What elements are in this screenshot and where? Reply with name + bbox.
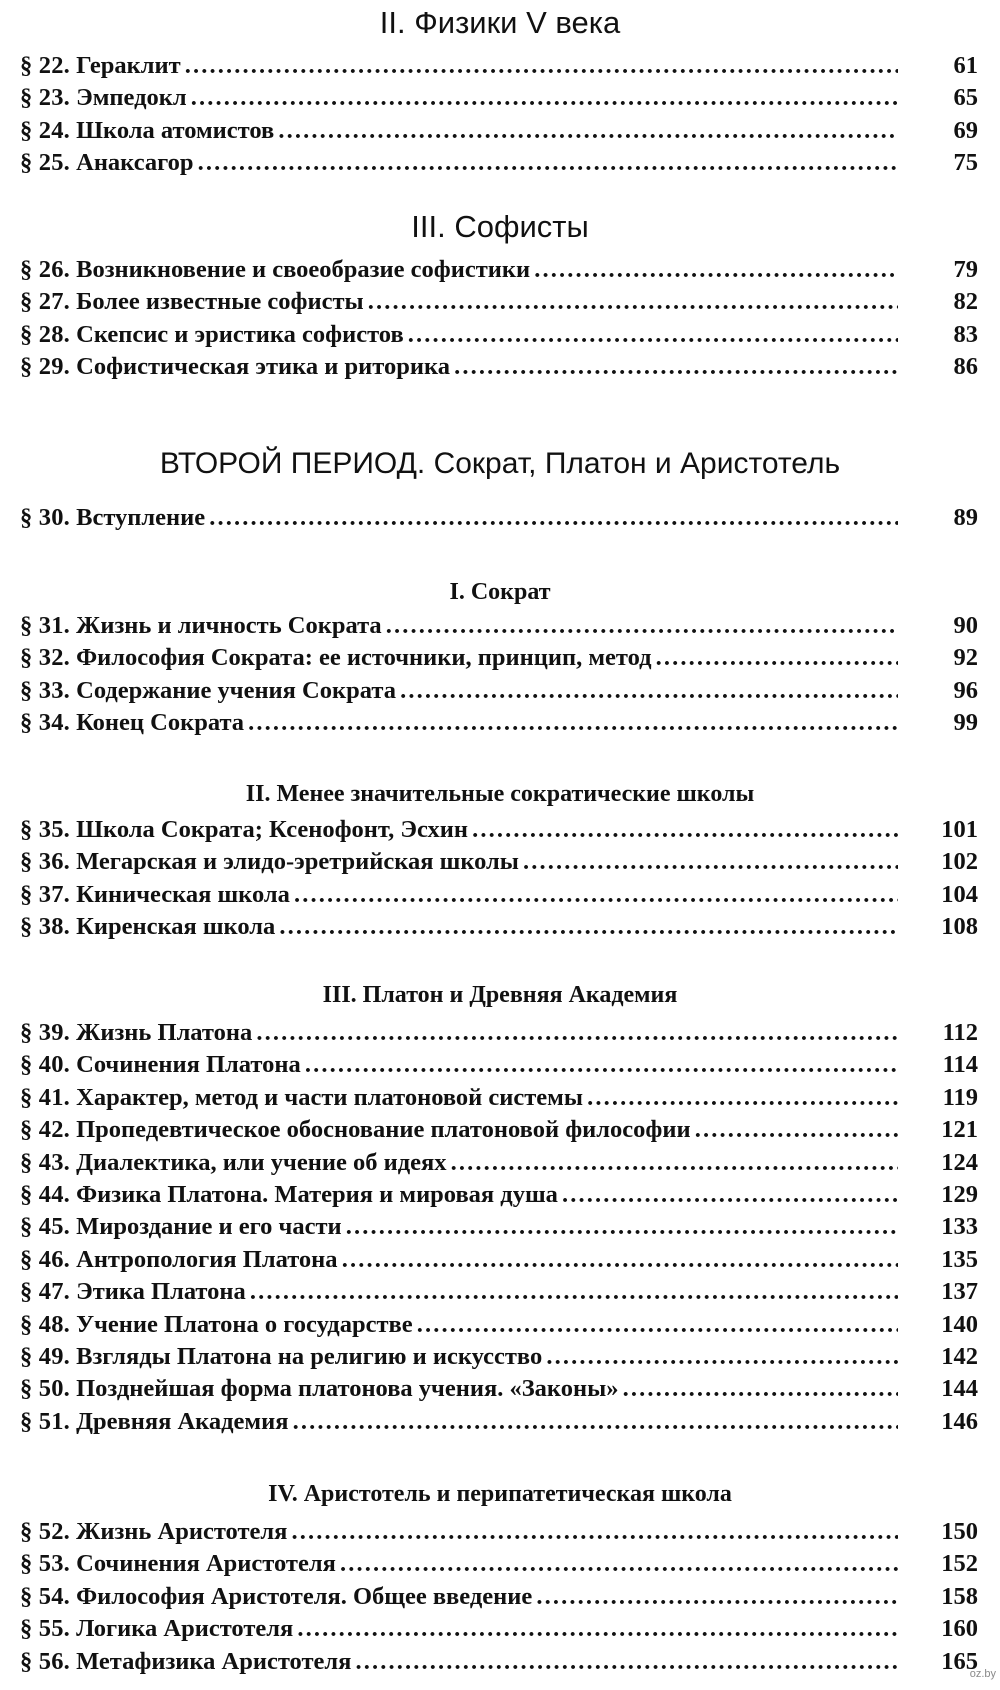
page-number: 142 (941, 1342, 978, 1370)
page-number: 101 (941, 816, 978, 843)
page-number: 133 (941, 1213, 978, 1241)
entry-title: Конец Сократа (76, 709, 245, 737)
toc-entry[interactable] (20, 642, 978, 674)
page-number: 61 (953, 52, 978, 79)
page-number: 140 (941, 1310, 978, 1338)
page-number: 112 (942, 1019, 978, 1046)
entry-list (0, 610, 1000, 740)
toc-entry[interactable] (20, 50, 978, 82)
toc-section-physicists (0, 4, 1000, 180)
page-number: 150 (941, 1518, 978, 1545)
section-number: § 53. (20, 1550, 70, 1578)
page-number: 119 (942, 1083, 978, 1111)
page-number: 82 (953, 288, 978, 316)
page-number: 114 (942, 1051, 978, 1079)
entry-title: Киническая школа (76, 880, 290, 908)
page-number: 158 (941, 1582, 978, 1610)
section-heading: II. Физики V века (379, 5, 621, 40)
page-number: 135 (941, 1245, 978, 1273)
section-number: § 46. (20, 1245, 70, 1273)
page-number: 146 (941, 1407, 978, 1435)
section-number: § 34. (20, 709, 70, 737)
section-number: § 35. (20, 816, 70, 843)
section-number: § 54. (20, 1582, 70, 1610)
page-number: 86 (953, 353, 978, 381)
section-number: § 26. (20, 256, 70, 283)
page-number: 65 (953, 84, 978, 112)
section-number: § 39. (20, 1019, 70, 1046)
page-number: 90 (953, 612, 978, 639)
section-number: § 30. (20, 504, 70, 531)
toc-entry[interactable] (20, 1581, 978, 1613)
section-heading: IV. Аристотель и перипатетическая школа (268, 1481, 732, 1507)
page-number: 83 (953, 320, 978, 348)
section-number: § 51. (20, 1407, 70, 1435)
toc-entry[interactable] (20, 1646, 978, 1678)
entry-title: Содержание учения Сократа (76, 676, 396, 704)
section-number: § 40. (20, 1051, 70, 1079)
entry-title: Эмпедокл (76, 84, 187, 112)
section-number: § 28. (20, 320, 70, 348)
toc-entry[interactable] (20, 351, 978, 383)
entry-list (0, 502, 1000, 534)
section-heading: II. Менее значительные сократические школы (245, 781, 755, 807)
section-number: § 29. (20, 353, 70, 381)
toc-section-minor-socratic-schools (0, 778, 1000, 944)
toc-entry[interactable] (20, 846, 978, 878)
page-number: 144 (941, 1375, 978, 1403)
toc-section-socrates (0, 576, 1000, 740)
entry-title: Жизнь и личность Сократа (76, 612, 382, 639)
section-number: § 32. (20, 644, 70, 672)
entry-title: Философия Аристотеля. Общее введение (76, 1582, 533, 1610)
section-number: § 23. (20, 84, 70, 112)
toc-entry[interactable] (20, 1211, 978, 1243)
page-number: 69 (953, 116, 978, 144)
toc-entry[interactable] (20, 1548, 978, 1580)
toc-entry[interactable] (20, 1613, 978, 1645)
entry-title: Философия Сократа: ее источники, принцип, метод (76, 644, 652, 672)
entry-title: Более известные софисты (76, 288, 364, 316)
entry-title: Метафизика Аристотеля (76, 1647, 352, 1675)
entry-list (0, 814, 1000, 944)
section-number: § 50. (20, 1375, 70, 1403)
page-number: 75 (953, 149, 978, 177)
toc-entry[interactable] (20, 610, 978, 642)
entry-title: Школа атомистов (76, 116, 275, 144)
section-number: § 44. (20, 1180, 70, 1208)
page-number: 137 (941, 1278, 978, 1306)
toc-entry[interactable] (20, 707, 978, 739)
toc-entry[interactable] (20, 879, 978, 911)
entry-title: Позднейшая форма платонова учения. «Законы» (76, 1375, 619, 1403)
section-heading: III. Софисты (411, 209, 589, 244)
toc-entry[interactable] (20, 1082, 978, 1114)
section-number: § 25. (20, 149, 70, 177)
entry-title: Учение Платона о государстве (76, 1310, 413, 1338)
section-number: § 27. (20, 288, 70, 316)
entry-title: Взгляды Платона на религию и искусство (76, 1342, 543, 1370)
entry-list (0, 1017, 1000, 1438)
toc-entry[interactable] (20, 1147, 978, 1179)
toc-entry[interactable] (20, 319, 978, 351)
page-number: 79 (953, 256, 978, 283)
entry-title: Физика Платона. Материя и мировая душа (76, 1180, 558, 1208)
entry-title: Возникновение и своеобразие софистики (76, 256, 531, 283)
toc-entry[interactable] (20, 1179, 978, 1211)
toc-entry[interactable] (20, 1406, 978, 1438)
toc-section-aristotle (0, 1478, 1000, 1678)
section-heading: III. Платон и Древняя Академия (322, 982, 678, 1008)
toc-entry[interactable] (20, 1341, 978, 1373)
toc-section-second-period (0, 444, 1000, 534)
toc-entry[interactable] (20, 814, 978, 846)
entry-title: Сочинения Платона (76, 1051, 301, 1079)
page-number: 92 (953, 644, 978, 672)
entry-title: Анаксагор (76, 149, 194, 177)
entry-title: Гераклит (76, 52, 181, 79)
toc-entry[interactable] (20, 1516, 978, 1548)
section-number: § 55. (20, 1615, 70, 1643)
toc-entry[interactable] (20, 286, 978, 318)
toc-entry[interactable] (20, 82, 978, 114)
entry-title: Этика Платона (76, 1278, 246, 1306)
toc-entry[interactable] (20, 502, 978, 534)
section-number: § 48. (20, 1310, 70, 1338)
page-number: 121 (941, 1116, 978, 1144)
page-number: 152 (941, 1550, 978, 1578)
toc-entry[interactable] (20, 1276, 978, 1308)
section-number: § 47. (20, 1278, 70, 1306)
toc-entry[interactable] (20, 147, 978, 179)
toc-entry[interactable] (20, 1373, 978, 1405)
page-number: 96 (953, 676, 978, 704)
entry-title: Скепсис и эристика софистов (76, 320, 404, 348)
toc-entry[interactable] (20, 1017, 978, 1049)
toc-entry[interactable] (20, 675, 978, 707)
period-heading: ВТОРОЙ ПЕРИОД. Сократ, Платон и Аристотель (159, 447, 841, 480)
section-number: § 45. (20, 1213, 70, 1241)
section-number: § 38. (20, 913, 70, 941)
toc-entry[interactable] (20, 911, 978, 943)
page-number: 124 (941, 1148, 978, 1176)
watermark-text: oz.by (969, 1668, 996, 1680)
page-number: 102 (941, 848, 978, 876)
page-number: 89 (953, 504, 978, 531)
entry-list (0, 254, 1000, 384)
entry-title: Жизнь Платона (76, 1019, 253, 1046)
entry-title: Пропедевтическое обоснование платоновой философии (76, 1116, 691, 1144)
toc-entry[interactable] (20, 1309, 978, 1341)
section-number: § 41. (20, 1083, 70, 1111)
page-number: 108 (941, 913, 978, 941)
toc-section-plato-academy (0, 979, 1000, 1438)
section-number: § 49. (20, 1342, 70, 1370)
page-number: 160 (941, 1615, 978, 1643)
entry-title: Антропология Платона (76, 1245, 338, 1273)
entry-title: Софистическая этика и риторика (76, 353, 450, 381)
section-heading: I. Сократ (449, 579, 551, 605)
entry-list (0, 1516, 1000, 1678)
entry-title: Вступление (76, 504, 206, 531)
page-number: 99 (953, 709, 978, 737)
toc-entry[interactable] (20, 1244, 978, 1276)
entry-title: Школа Сократа; Ксенофонт, Эсхин (76, 816, 469, 843)
section-number: § 36. (20, 848, 70, 876)
entry-list (0, 50, 1000, 180)
toc-entry[interactable] (20, 254, 978, 286)
section-number: § 22. (20, 52, 70, 79)
toc-section-sophists (0, 208, 1000, 384)
entry-title: Жизнь Аристотеля (76, 1518, 288, 1545)
entry-title: Киренская школа (76, 913, 276, 941)
section-number: § 31. (20, 612, 70, 639)
section-number: § 33. (20, 676, 70, 704)
toc-entry[interactable] (20, 115, 978, 147)
entry-title: Мироздание и его части (76, 1213, 342, 1241)
page-number: 104 (941, 880, 978, 908)
entry-title: Диалектика, или учение об идеях (76, 1148, 447, 1176)
page-number: 165 (941, 1647, 978, 1675)
entry-title: Характер, метод и части платоновой системы (76, 1083, 583, 1111)
page-number: 129 (941, 1180, 978, 1208)
entry-title: Мегарская и элидо-эретрийская школы (76, 848, 519, 876)
entry-title: Логика Аристотеля (76, 1615, 294, 1643)
section-number: § 52. (20, 1518, 70, 1545)
section-number: § 42. (20, 1116, 70, 1144)
section-number: § 56. (20, 1647, 70, 1675)
section-number: § 37. (20, 880, 70, 908)
entry-title: Древняя Академия (76, 1407, 289, 1435)
toc-entry[interactable] (20, 1049, 978, 1081)
toc-entry[interactable] (20, 1114, 978, 1146)
entry-title: Сочинения Аристотеля (76, 1550, 336, 1578)
section-number: § 43. (20, 1148, 70, 1176)
section-number: § 24. (20, 116, 70, 144)
